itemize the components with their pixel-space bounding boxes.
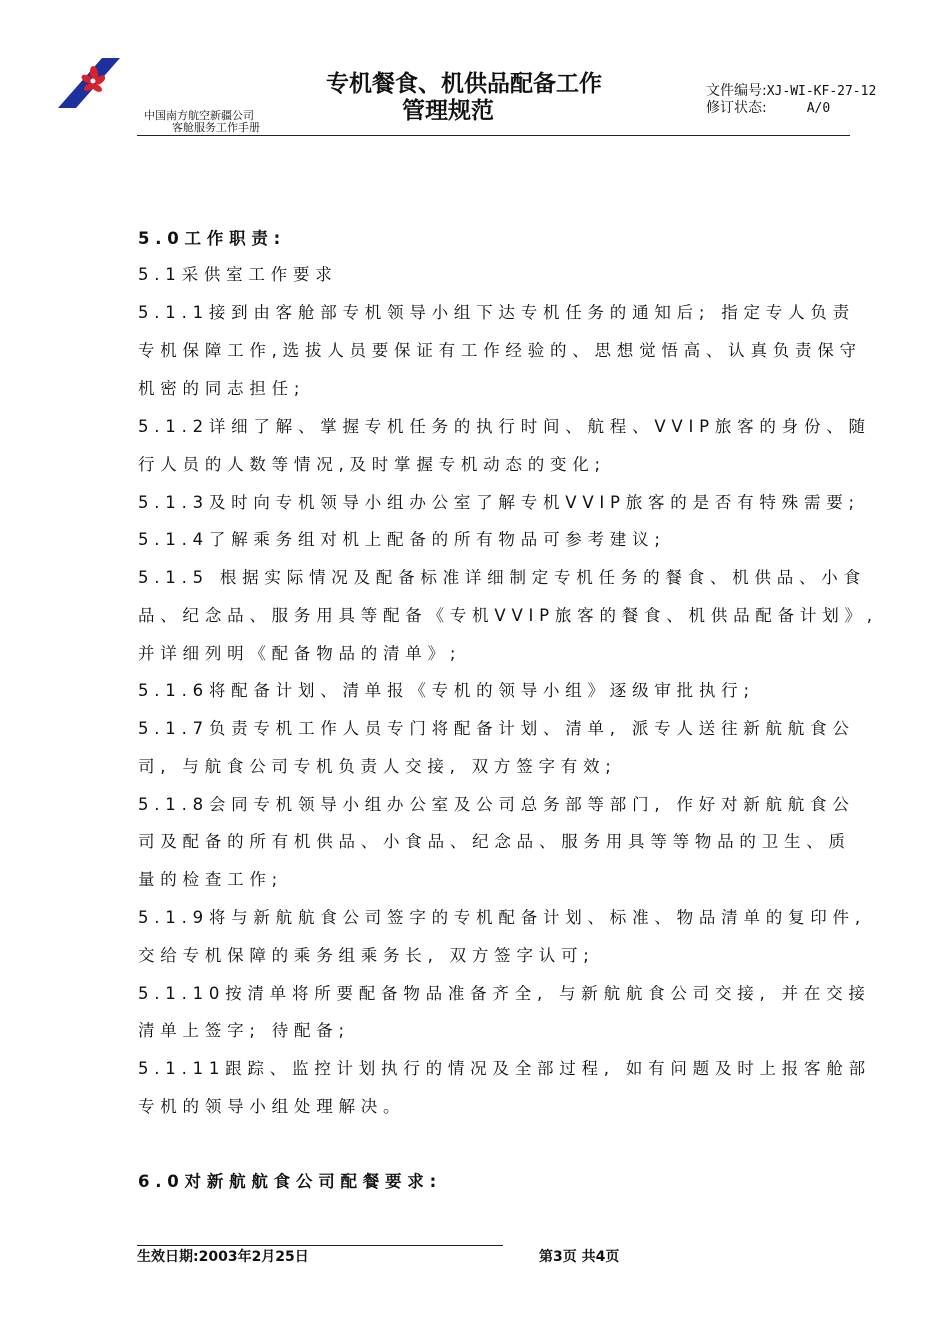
body-line: 5.1.3及时向专机领导小组办公室了解专机VVIP旅客的是否有特殊需要; — [138, 493, 860, 512]
body-line: 交给专机保障的乘务组乘务长, 双方签字认可; — [138, 946, 595, 965]
file-number — [706, 83, 876, 100]
body-line: 专机的领导小组处理解决。 — [138, 1097, 406, 1116]
body-line: 5.1.7负责专机工作人员专门将配备计划、清单, 派专人送往新航航食公 — [138, 719, 855, 738]
body-line: 5.1.2详细了解、掌握专机任务的执行时间、航程、VVIP旅客的身份、随 — [138, 417, 871, 436]
company-name: 中国南方航空新疆公司 — [144, 109, 254, 122]
body-line: 5.1.1接到由客舱部专机领导小组下达专机任务的通知后; 指定专人负责 — [138, 303, 855, 322]
body-line: 5.1.6将配备计划、清单报《专机的领导小组》逐级审批执行; — [138, 681, 755, 700]
manual-name: 客舱服务工作手册 — [172, 121, 260, 134]
body-line: 机密的同志担任; — [138, 379, 306, 398]
file-number-value: XJ-WI-KF-27-12 — [766, 84, 877, 99]
body-line: 司及配备的所有机供品、小食品、纪念品、服务用具等等物品的卫生、质 — [138, 832, 851, 851]
body-line: 并详细列明《配备物品的清单》; — [138, 644, 462, 663]
body-line: 5.1.8会同专机领导小组办公室及公司总务部等部门, 作好对新航航食公 — [138, 795, 855, 814]
body-line: 品、纪念品、服务用具等配备《专机VVIP旅客的餐食、机供品配备计划》, — [138, 606, 878, 625]
revision-value: A/0 — [806, 101, 831, 116]
header-divider — [137, 135, 850, 136]
body-line: 行人员的人数等情况,及时掌握专机动态的变化; — [138, 455, 606, 474]
section-heading-5-0: 5.0工作职责: — [138, 229, 287, 248]
body-line: 5.1.4了解乘务组对机上配备的所有物品可参考建议; — [138, 530, 666, 549]
body-line: 5.1.9将与新航航食公司签字的专机配备计划、标准、物品清单的复印件, — [138, 908, 866, 927]
footer-divider — [137, 1245, 503, 1246]
page-number: 第3页 共4页 — [539, 1249, 620, 1265]
body-line: 专机保障工作,选拔人员要保证有工作经验的、思想觉悟高、认真负责保守 — [138, 341, 862, 360]
effective-date: 生效日期:2003年2月25日 — [137, 1249, 309, 1265]
file-number-label: 文件编号: — [706, 83, 767, 99]
subsection-heading-5-1: 5.1采供室工作要求 — [138, 265, 338, 284]
document-title-line1: 专机餐食、机供品配备工作 — [326, 71, 602, 97]
document-title-line2: 管理规范 — [402, 98, 494, 124]
airline-logo — [58, 58, 120, 108]
revision-label: 修订状态: — [706, 100, 767, 116]
body-line: 司, 与航食公司专机负责人交接, 双方签字有效; — [138, 757, 617, 776]
body-line: 5.1.10按清单将所要配备物品准备齐全, 与新航航食公司交接, 并在交接 — [138, 984, 871, 1003]
body-line: 5.1.11跟踪、监控计划执行的情况及全部过程, 如有问题及时上报客舱部 — [138, 1059, 871, 1078]
body-line: 5.1.5 根据实际情况及配备标准详细制定专机任务的餐食、机供品、小食 — [138, 568, 866, 587]
body-line: 量的检查工作; — [138, 870, 283, 889]
body-line: 清单上签字; 待配备; — [138, 1021, 350, 1040]
revision-status — [706, 100, 830, 117]
section-heading-6-0: 6.0对新航航食公司配餐要求: — [138, 1172, 442, 1191]
